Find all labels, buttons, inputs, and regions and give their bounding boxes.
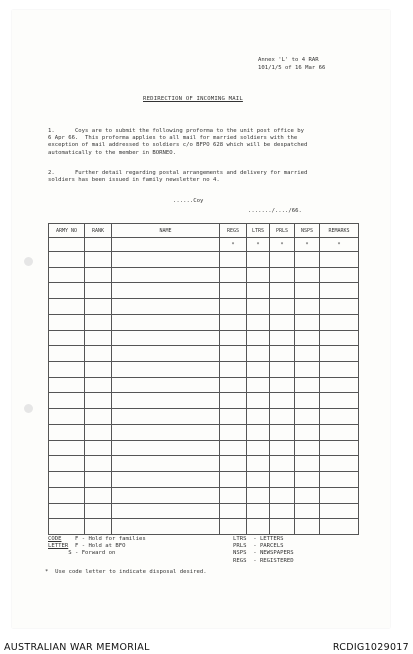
table-cell[interactable] [295, 299, 320, 315]
table-cell[interactable] [320, 346, 359, 362]
table-cell[interactable] [85, 252, 112, 268]
table-cell[interactable] [220, 299, 247, 315]
marker-cell: * [270, 238, 295, 252]
table-row [49, 440, 359, 456]
table-cell[interactable] [320, 487, 359, 503]
table-cell[interactable] [220, 519, 247, 535]
table-cell[interactable] [85, 393, 112, 409]
column-header: PRLS [270, 224, 295, 238]
marker-cell: * [295, 238, 320, 252]
table-cell[interactable] [85, 409, 112, 425]
table-cell[interactable] [320, 377, 359, 393]
table-cell[interactable] [270, 283, 295, 299]
table-cell[interactable] [49, 456, 85, 472]
table-cell[interactable] [85, 472, 112, 488]
table-row [49, 409, 359, 425]
table-cell[interactable] [112, 456, 220, 472]
table-cell[interactable] [295, 487, 320, 503]
table-cell[interactable] [295, 472, 320, 488]
table-row [49, 330, 359, 346]
table-cell[interactable] [49, 503, 85, 519]
table-row [49, 267, 359, 283]
table-cell[interactable] [49, 346, 85, 362]
table-cell[interactable] [247, 362, 270, 378]
table-cell[interactable] [85, 330, 112, 346]
table-row [49, 424, 359, 440]
table-cell[interactable] [85, 346, 112, 362]
paragraph-2: 2. Further detail regarding postal arrangements and delivery for married soldiers has been issued in family newsletter no 4. [48, 170, 308, 184]
table-cell[interactable] [247, 314, 270, 330]
table-cell[interactable] [320, 362, 359, 378]
table-cell[interactable] [49, 487, 85, 503]
table-row [49, 252, 359, 268]
marker-cell [85, 238, 112, 252]
mail-proforma-table [48, 223, 359, 535]
table-cell[interactable] [112, 472, 220, 488]
table-cell[interactable] [247, 267, 270, 283]
table-cell[interactable] [295, 267, 320, 283]
date-line: ......./..../66. [248, 208, 302, 214]
table-cell[interactable] [112, 346, 220, 362]
table-cell[interactable] [112, 440, 220, 456]
table-cell[interactable] [112, 314, 220, 330]
table-cell[interactable] [320, 456, 359, 472]
table-cell[interactable] [49, 409, 85, 425]
table-cell[interactable] [247, 330, 270, 346]
table-cell[interactable] [85, 283, 112, 299]
table-cell[interactable] [320, 314, 359, 330]
table-cell[interactable] [112, 299, 220, 315]
table-cell[interactable] [320, 252, 359, 268]
table-cell[interactable] [270, 503, 295, 519]
table-cell[interactable] [85, 377, 112, 393]
table-cell[interactable] [220, 330, 247, 346]
table-cell[interactable] [270, 267, 295, 283]
table-cell[interactable] [295, 440, 320, 456]
table-row [49, 283, 359, 299]
table-row [49, 487, 359, 503]
column-header: ARMY NO [49, 224, 85, 238]
table-cell[interactable] [247, 519, 270, 535]
table-cell[interactable] [85, 424, 112, 440]
table-cell[interactable] [270, 409, 295, 425]
table-cell[interactable] [320, 299, 359, 315]
table-row [49, 393, 359, 409]
table-cell[interactable] [295, 252, 320, 268]
abbreviation-legend: LTRS - LETTERS PRLS - PARCELS NSPS - NEWSPAPERS REGS - REGISTERED [233, 536, 294, 564]
table-cell[interactable] [295, 346, 320, 362]
table-cell[interactable] [49, 440, 85, 456]
table-cell[interactable] [320, 472, 359, 488]
column-header: NAME [112, 224, 220, 238]
table-cell[interactable] [295, 456, 320, 472]
marker-cell: * [320, 238, 359, 252]
table-cell[interactable] [247, 346, 270, 362]
table-cell[interactable] [112, 487, 220, 503]
table-cell[interactable] [112, 283, 220, 299]
table-row [49, 362, 359, 378]
table-cell[interactable] [220, 440, 247, 456]
table-cell[interactable] [49, 314, 85, 330]
table-cell[interactable] [247, 424, 270, 440]
table-cell[interactable] [270, 377, 295, 393]
table-cell[interactable] [85, 314, 112, 330]
table-cell[interactable] [247, 456, 270, 472]
table-cell[interactable] [112, 377, 220, 393]
table-cell[interactable] [112, 409, 220, 425]
table-cell[interactable] [270, 519, 295, 535]
table-cell[interactable] [112, 267, 220, 283]
marker-cell: * [247, 238, 270, 252]
table-cell[interactable] [247, 393, 270, 409]
table-row [49, 299, 359, 315]
table-row [49, 472, 359, 488]
table-cell[interactable] [112, 252, 220, 268]
table-cell[interactable] [112, 393, 220, 409]
table-cell[interactable] [270, 299, 295, 315]
table-cell[interactable] [320, 283, 359, 299]
table-cell[interactable] [49, 299, 85, 315]
table-cell[interactable] [320, 519, 359, 535]
table-cell[interactable] [220, 424, 247, 440]
table-row [49, 503, 359, 519]
table-cell[interactable] [220, 472, 247, 488]
table-cell[interactable] [112, 424, 220, 440]
table-cell[interactable] [220, 283, 247, 299]
marker-cell [49, 238, 85, 252]
footnote: * Use code letter to indicate disposal desired. [45, 569, 207, 575]
table-row [49, 314, 359, 330]
table-cell[interactable] [295, 409, 320, 425]
table-cell[interactable] [270, 472, 295, 488]
table-cell[interactable] [220, 456, 247, 472]
table-cell[interactable] [112, 503, 220, 519]
table-cell[interactable] [270, 346, 295, 362]
table-cell[interactable] [112, 362, 220, 378]
table-cell[interactable] [295, 362, 320, 378]
table-cell[interactable] [49, 519, 85, 535]
table-cell[interactable] [320, 409, 359, 425]
table-cell[interactable] [220, 487, 247, 503]
table-row [49, 519, 359, 535]
table-cell[interactable] [270, 456, 295, 472]
table-cell[interactable] [270, 393, 295, 409]
table-cell[interactable] [49, 330, 85, 346]
table-cell[interactable] [320, 503, 359, 519]
table-cell[interactable] [295, 519, 320, 535]
table-cell[interactable] [320, 330, 359, 346]
column-header: LTRS [247, 224, 270, 238]
coy-line: ......Coy [173, 198, 204, 204]
table-cell[interactable] [270, 252, 295, 268]
table-cell[interactable] [247, 409, 270, 425]
code-label: CODE [48, 536, 62, 542]
table-cell[interactable] [220, 267, 247, 283]
file-reference: 101/1/5 of 16 Mar 66 [258, 65, 326, 71]
table-cell[interactable] [85, 440, 112, 456]
column-header: RANK [85, 224, 112, 238]
table-cell[interactable] [220, 346, 247, 362]
table-cell[interactable] [85, 487, 112, 503]
table-cell[interactable] [295, 314, 320, 330]
document-title: REDIRECTION OF INCOMING MAIL [143, 96, 243, 102]
table-cell[interactable] [270, 424, 295, 440]
marker-cell [112, 238, 220, 252]
table-cell[interactable] [247, 377, 270, 393]
column-header: REMARKS [320, 224, 359, 238]
table-cell[interactable] [49, 267, 85, 283]
annex-reference: Annex 'L' to 4 RAR [258, 57, 319, 63]
table-cell[interactable] [295, 377, 320, 393]
table-cell[interactable] [220, 409, 247, 425]
table-cell[interactable] [320, 393, 359, 409]
code-legend: CODE F - Hold for families LETTER F - Hold at BFO S - Forward on [48, 536, 146, 557]
punch-hole [24, 404, 33, 413]
table-cell[interactable] [85, 267, 112, 283]
table-cell[interactable] [85, 299, 112, 315]
table-cell[interactable] [112, 519, 220, 535]
table-cell[interactable] [295, 393, 320, 409]
table-cell[interactable] [247, 487, 270, 503]
table-cell[interactable] [220, 377, 247, 393]
table-cell[interactable] [270, 440, 295, 456]
table-cell[interactable] [295, 424, 320, 440]
table-cell[interactable] [49, 362, 85, 378]
table-cell[interactable] [220, 503, 247, 519]
table-cell[interactable] [112, 330, 220, 346]
punch-hole [24, 257, 33, 266]
table-row [49, 456, 359, 472]
table-cell[interactable] [295, 330, 320, 346]
table-cell[interactable] [295, 283, 320, 299]
table-cell[interactable] [85, 456, 112, 472]
table-cell[interactable] [49, 252, 85, 268]
table-cell[interactable] [220, 252, 247, 268]
table-cell[interactable] [247, 252, 270, 268]
table-cell[interactable] [270, 362, 295, 378]
table-cell[interactable] [85, 503, 112, 519]
archive-name: AUSTRALIAN WAR MEMORIAL [4, 642, 150, 653]
table-cell[interactable] [320, 424, 359, 440]
column-header: REGS [220, 224, 247, 238]
table-cell[interactable] [247, 472, 270, 488]
table-row [49, 346, 359, 362]
table-cell[interactable] [295, 503, 320, 519]
paragraph-1: 1. Coys are to submit the following proforma to the unit post office by 6 Apr 66. This proforma applies to all mail for married soldiers with the exception of mail addressed to soldiers c/o BFPO 628 which will be despatched automatically to the member in BORNEO. [48, 128, 308, 156]
table-cell[interactable] [320, 440, 359, 456]
table-cell[interactable] [220, 362, 247, 378]
marker-cell: * [220, 238, 247, 252]
table-cell[interactable] [85, 519, 112, 535]
table-cell[interactable] [220, 314, 247, 330]
table-cell[interactable] [247, 283, 270, 299]
letter-label: LETTER [48, 543, 69, 550]
table-cell[interactable] [49, 283, 85, 299]
table-cell[interactable] [247, 299, 270, 315]
column-header: NSPS [295, 224, 320, 238]
table-cell[interactable] [320, 267, 359, 283]
table-cell[interactable] [270, 487, 295, 503]
table-cell[interactable] [220, 393, 247, 409]
marker-row [49, 238, 359, 252]
table-cell[interactable] [85, 362, 112, 378]
archive-id: RCDIG1029017 [332, 642, 409, 653]
table-cell[interactable] [247, 503, 270, 519]
table-cell[interactable] [247, 440, 270, 456]
table-cell[interactable] [49, 424, 85, 440]
table-cell[interactable] [49, 472, 85, 488]
table-row [49, 377, 359, 393]
table-cell[interactable] [49, 393, 85, 409]
table-cell[interactable] [270, 330, 295, 346]
table-cell[interactable] [49, 377, 85, 393]
table-cell[interactable] [270, 314, 295, 330]
